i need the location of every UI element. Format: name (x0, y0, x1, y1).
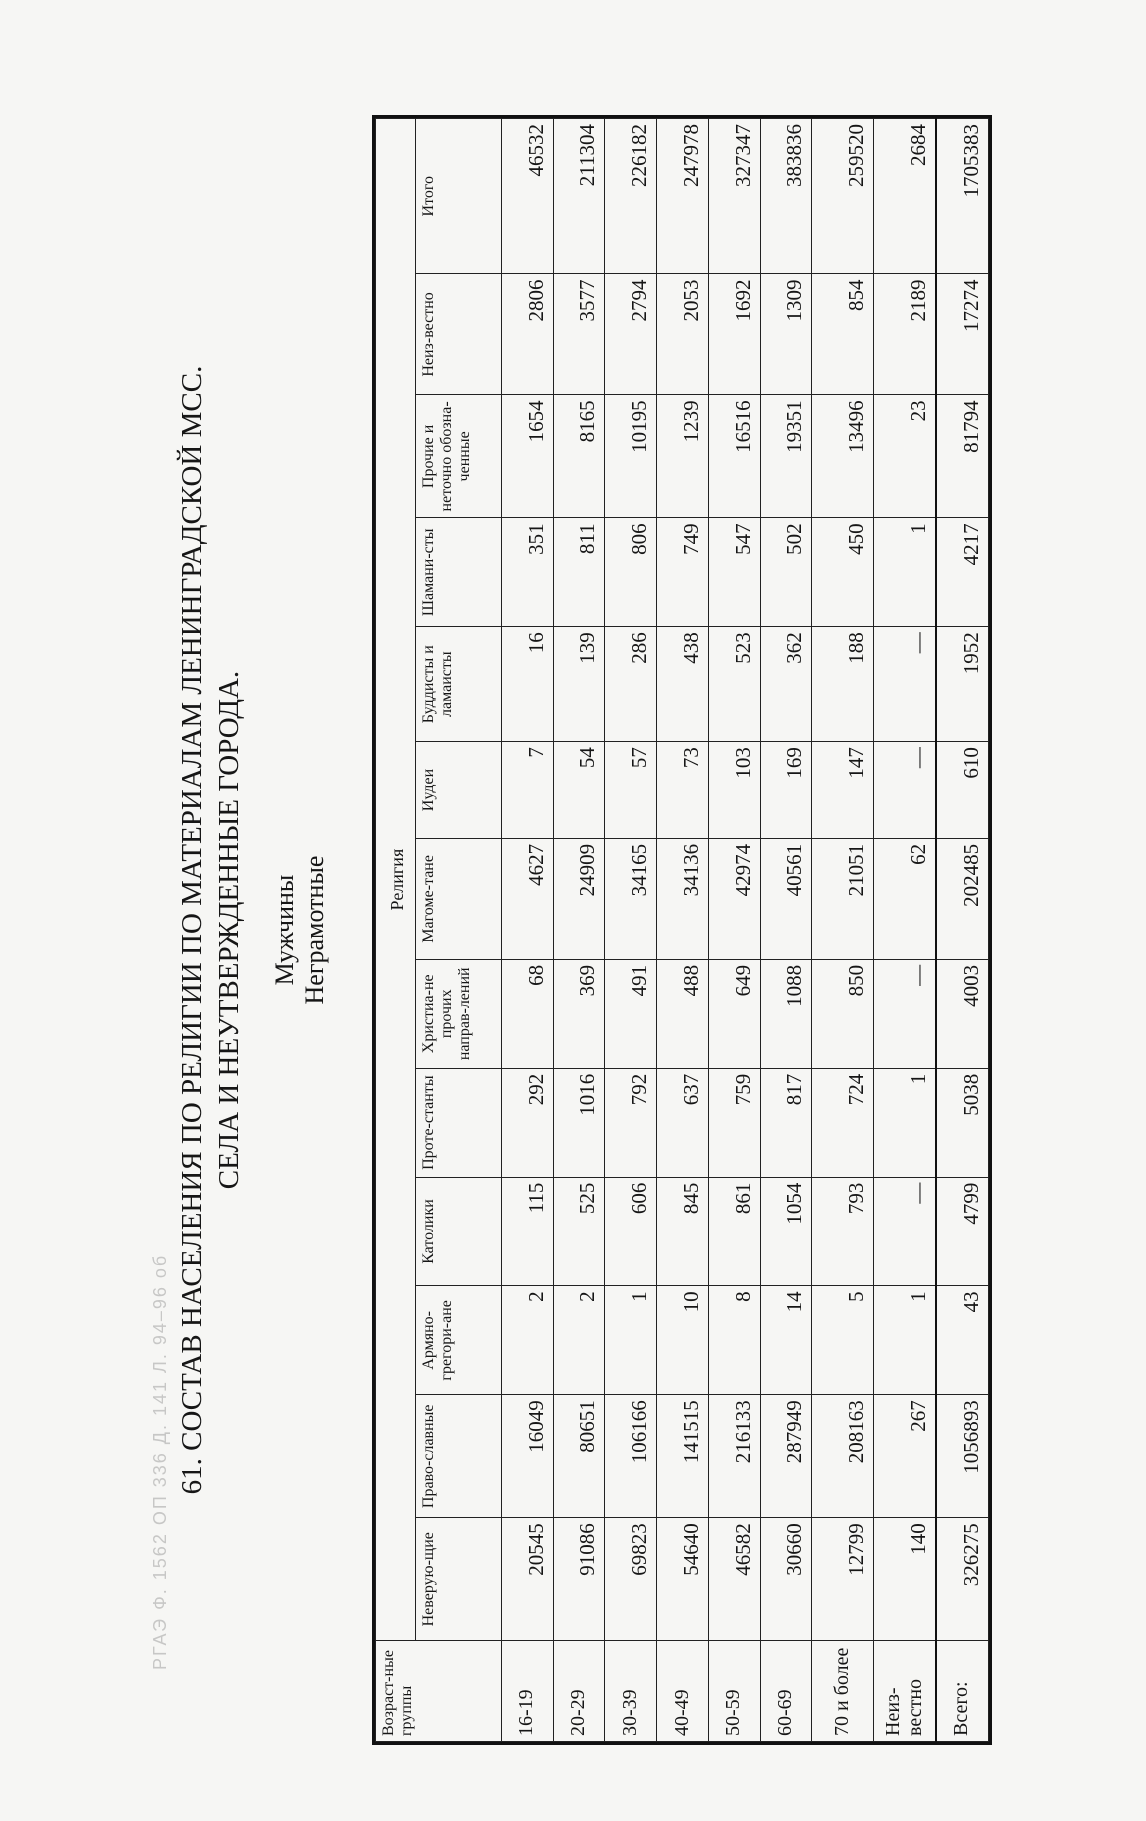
table-cell: 793 (812, 1177, 874, 1286)
column-header: Проте-станты (416, 1068, 502, 1177)
table-cell: 4217 (936, 518, 989, 627)
column-header: Итого (416, 119, 502, 274)
table-cell: 69823 (605, 1518, 657, 1641)
table-cell: 488 (657, 959, 709, 1068)
table-cell: 106166 (605, 1395, 657, 1518)
table-cell: 62 (874, 838, 936, 959)
column-header: Шамани-сты (416, 518, 502, 627)
table-cell: 4627 (502, 838, 554, 959)
table-cell: 2053 (657, 274, 709, 395)
table-cell: 34136 (657, 838, 709, 959)
table-cell: 2 (553, 1286, 605, 1395)
row-label: Неиз-вестно (874, 1641, 936, 1742)
table-cell: 610 (936, 742, 989, 839)
table-cell: 188 (812, 627, 874, 742)
table-cell: 46582 (708, 1518, 760, 1641)
table-cell: 140 (874, 1518, 936, 1641)
table-cell: 13496 (812, 395, 874, 518)
table-cell: 438 (657, 627, 709, 742)
table-cell: 54 (553, 742, 605, 839)
table-cell: 141515 (657, 1395, 709, 1518)
column-header: Право-славные (416, 1395, 502, 1518)
table-cell: 216133 (708, 1395, 760, 1518)
table-cell: 4799 (936, 1177, 989, 1286)
column-header: Магоме-тане (416, 838, 502, 959)
table-cell: 811 (553, 518, 605, 627)
table-cell: 8165 (553, 395, 605, 518)
table-cell: 383836 (760, 119, 812, 274)
table-cell: 4003 (936, 959, 989, 1068)
table-cell: 3577 (553, 274, 605, 395)
table-cell: 2806 (502, 274, 554, 395)
table-cell: 115 (502, 1177, 554, 1286)
table-cell: 202485 (936, 838, 989, 959)
table-cell: 267 (874, 1395, 936, 1518)
table-cell: 1239 (657, 395, 709, 518)
row-label: Всего: (936, 1641, 989, 1742)
row-label: 70 и более (812, 1641, 874, 1742)
rotated-page (0, 70, 1100, 1790)
table-cell: 817 (760, 1068, 812, 1177)
table-cell: 19351 (760, 395, 812, 518)
table-cell: 1056893 (936, 1395, 989, 1518)
table-cell: 5038 (936, 1068, 989, 1177)
table-cell: 326275 (936, 1518, 989, 1641)
table-cell: 861 (708, 1177, 760, 1286)
column-header: Католики (416, 1177, 502, 1286)
table-cell: 5 (812, 1286, 874, 1395)
header-row-columns (416, 119, 502, 1742)
table-row (605, 119, 657, 1742)
table-cell: 46532 (502, 119, 554, 274)
table-cell: 68 (502, 959, 554, 1068)
table-cell: 54640 (657, 1518, 709, 1641)
table-cell: 80651 (553, 1395, 605, 1518)
table-cell: 845 (657, 1177, 709, 1286)
table-cell: 1016 (553, 1068, 605, 1177)
table-cell: 1952 (936, 627, 989, 742)
table-cell: 287949 (760, 1395, 812, 1518)
column-header: Прочие и неточно обозна-ченные (416, 395, 502, 518)
table-cell: 450 (812, 518, 874, 627)
table-cell: 12799 (812, 1518, 874, 1641)
subtitle-sex: Мужчины (270, 874, 299, 986)
table-cell: 2794 (605, 274, 657, 395)
table-cell: 16 (502, 627, 554, 742)
table-cell: 1088 (760, 959, 812, 1068)
table-title-line-2: СЕЛА И НЕУТВЕРЖДЕННЫЕ ГОРОДА. (213, 670, 245, 1190)
table-cell: 247978 (657, 119, 709, 274)
table-cell: 1309 (760, 274, 812, 395)
table-cell: — (874, 742, 936, 839)
table-cell: 81794 (936, 395, 989, 518)
table-cell: — (874, 959, 936, 1068)
table-cell: 525 (553, 1177, 605, 1286)
table-cell: 34165 (605, 838, 657, 959)
table-cell: 523 (708, 627, 760, 742)
total-row (936, 119, 989, 1742)
table-cell: 24909 (553, 838, 605, 959)
row-label: 40-49 (657, 1641, 709, 1742)
table-cell: 57 (605, 742, 657, 839)
table-body (502, 119, 989, 1742)
age-group-header: Возраст-ные группы (376, 1641, 502, 1742)
table-cell: 21051 (812, 838, 874, 959)
bleed-through-archive-stamp: РГАЭ Ф. 1562 ОП 336 Д. 141 Л. 94–96 об (150, 1253, 170, 1670)
table-cell: 211304 (553, 119, 605, 274)
table-cell: 169 (760, 742, 812, 839)
table-cell: 502 (760, 518, 812, 627)
header-row-top (376, 119, 416, 1742)
table-cell: 139 (553, 627, 605, 742)
table-cell: 606 (605, 1177, 657, 1286)
table-cell: 42974 (708, 838, 760, 959)
table-cell: 759 (708, 1068, 760, 1177)
table-cell: 362 (760, 627, 812, 742)
table-cell: 103 (708, 742, 760, 839)
data-table (375, 118, 989, 1742)
table-cell: 1 (874, 518, 936, 627)
table-cell: 259520 (812, 119, 874, 274)
table-cell: 14 (760, 1286, 812, 1395)
table-cell: 10195 (605, 395, 657, 518)
table-cell: 792 (605, 1068, 657, 1177)
table-cell: 1 (605, 1286, 657, 1395)
table-cell: 10 (657, 1286, 709, 1395)
table-row (502, 119, 554, 1742)
table-cell: 1 (874, 1286, 936, 1395)
table-cell: 1054 (760, 1177, 812, 1286)
subtitle-literacy-group: Неграмотные (300, 855, 329, 1005)
row-label: 50-59 (708, 1641, 760, 1742)
table-cell: 286 (605, 627, 657, 742)
table-cell: 2189 (874, 274, 936, 395)
column-header: Буддисты и ламаисты (416, 627, 502, 742)
religion-table (372, 115, 992, 1745)
table-row (874, 119, 936, 1742)
table-cell: 2 (502, 1286, 554, 1395)
table-cell: 1692 (708, 274, 760, 395)
table-cell: 226182 (605, 119, 657, 274)
table-cell: 17274 (936, 274, 989, 395)
table-cell: 30660 (760, 1518, 812, 1641)
column-header: Неверую-щие (416, 1518, 502, 1641)
religion-group-header: Религия (376, 119, 416, 1641)
row-label: 16-19 (502, 1641, 554, 1742)
table-cell: 850 (812, 959, 874, 1068)
table-cell: 637 (657, 1068, 709, 1177)
table-row (553, 119, 605, 1742)
table-cell: 1705383 (936, 119, 989, 274)
column-header: Неиз-вестно (416, 274, 502, 395)
table-cell: 16516 (708, 395, 760, 518)
table-cell: 854 (812, 274, 874, 395)
table-cell: 147 (812, 742, 874, 839)
table-cell: 23 (874, 395, 936, 518)
row-label: 60-69 (760, 1641, 812, 1742)
table-cell: 16049 (502, 1395, 554, 1518)
table-row (812, 119, 874, 1742)
table-row (708, 119, 760, 1742)
table-cell: 491 (605, 959, 657, 1068)
table-cell: 749 (657, 518, 709, 627)
table-cell: 43 (936, 1286, 989, 1395)
table-cell: 547 (708, 518, 760, 627)
table-cell: 20545 (502, 1518, 554, 1641)
table-cell: 7 (502, 742, 554, 839)
table-cell: — (874, 1177, 936, 1286)
table-cell: 91086 (553, 1518, 605, 1641)
table-cell: 8 (708, 1286, 760, 1395)
table-cell: 806 (605, 518, 657, 627)
table-cell: — (874, 627, 936, 742)
table-title-line-1: 61. СОСТАВ НАСЕЛЕНИЯ ПО РЕЛИГИИ ПО МАТЕРИАЛАМ ЛЕНИНГРАДСКОЙ МСС. (176, 365, 208, 1495)
table-row (657, 119, 709, 1742)
table-row (760, 119, 812, 1742)
table-cell: 208163 (812, 1395, 874, 1518)
column-header: Иудеи (416, 742, 502, 839)
row-label: 20-29 (553, 1641, 605, 1742)
table-cell: 351 (502, 518, 554, 627)
table-cell: 1 (874, 1068, 936, 1177)
table-cell: 649 (708, 959, 760, 1068)
table-cell: 724 (812, 1068, 874, 1177)
row-label: 30-39 (605, 1641, 657, 1742)
table-cell: 73 (657, 742, 709, 839)
table-cell: 292 (502, 1068, 554, 1177)
table-cell: 327347 (708, 119, 760, 274)
column-header: Христиа-не прочих направ-лений (416, 959, 502, 1068)
table-cell: 369 (553, 959, 605, 1068)
column-header: Армяно-грегори-ане (416, 1286, 502, 1395)
table-cell: 1654 (502, 395, 554, 518)
table-cell: 40561 (760, 838, 812, 959)
table-cell: 2684 (874, 119, 936, 274)
